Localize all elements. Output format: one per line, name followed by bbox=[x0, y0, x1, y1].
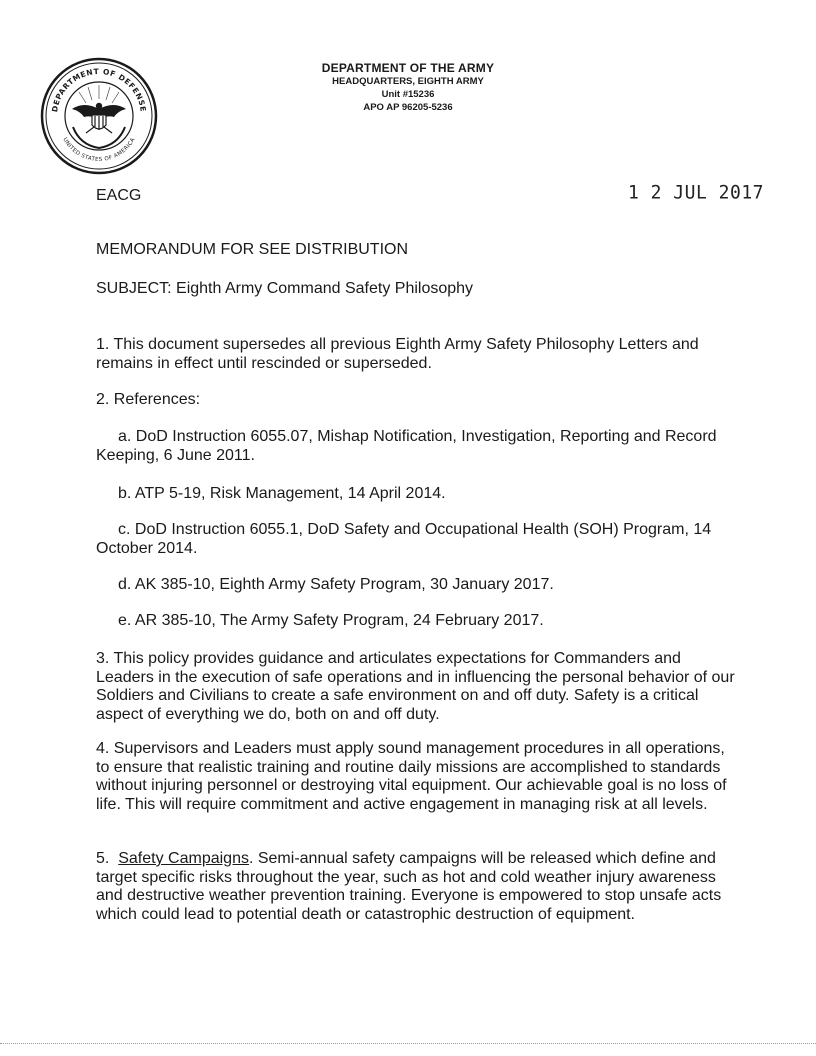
footer-divider bbox=[0, 1043, 816, 1044]
paragraph-1: 1. This document supersedes all previous Eighth Army Safety Philosophy Letters and remains in effect until rescinded or superseded. bbox=[96, 336, 699, 372]
paragraph-5-text: . Semi-annual safety campaigns will be released which define and target specific risks throughout the year, such as hot and cold weather injury awareness and destructive weather prevention training. Everyone is empowered to stop unsafe acts which could lead to potential death or catastrophic destruction of equipment. bbox=[96, 850, 722, 923]
memo-date: 1 2 JUL 2017 bbox=[627, 181, 764, 204]
letterhead bbox=[250, 62, 566, 114]
letterhead-apo: APO AP 96205-5236 bbox=[363, 102, 453, 113]
letterhead-department: DEPARTMENT OF THE ARMY bbox=[321, 61, 495, 75]
reference-d: d. AK 385-10, Eighth Army Safety Program, 30 January 2017. bbox=[118, 576, 554, 593]
reference-e: e. AR 385-10, The Army Safety Program, 24 February 2017. bbox=[118, 612, 544, 629]
office-symbol: EACG bbox=[96, 187, 142, 204]
reference-c: c. DoD Instruction 6055.1, DoD Safety and Occupational Health (SOH) Program, 14 October 2014. bbox=[96, 521, 712, 557]
dod-seal-icon bbox=[40, 57, 158, 175]
paragraph-5-heading: Safety Campaigns bbox=[118, 850, 249, 867]
svg-text:UNITED STATES OF AMERICA: UNITED STATES OF AMERICA bbox=[61, 136, 137, 164]
letterhead-headquarters: HEADQUARTERS, EIGHTH ARMY bbox=[332, 76, 484, 87]
letterhead-unit: Unit #15236 bbox=[381, 89, 435, 100]
reference-b: b. ATP 5-19, Risk Management, 14 April 2014. bbox=[118, 485, 446, 502]
memorandum-for-line: MEMORANDUM FOR SEE DISTRIBUTION bbox=[96, 241, 409, 258]
reference-a: a. DoD Instruction 6055.07, Mishap Notification, Investigation, Reporting and Record Keeping, 6 June 2011. bbox=[96, 428, 717, 464]
paragraph-3: 3. This policy provides guidance and articulates expectations for Commanders and Leaders in the execution of safe operations and in influencing the personal behavior of our Soldiers and Civilians to create a safe environment on and off duty. Safety is a critical aspect of everything we do, both on and off duty. bbox=[96, 650, 735, 723]
svg-text:DEPARTMENT OF DEFENSE: DEPARTMENT OF DEFENSE bbox=[50, 66, 148, 113]
paragraph-4: 4. Supervisors and Leaders must apply sound management procedures in all operations, to ensure that realistic training and routine daily missions are accomplished to standards without injuring personnel or destroying vital equipment. Our achievable goal is no loss of life. This will require commitment and active engagement in managing risk at all levels. bbox=[96, 740, 727, 813]
paragraph-5 bbox=[96, 850, 736, 924]
paragraph-2: 2. References: bbox=[96, 391, 201, 408]
paragraph-5-number: 5. bbox=[96, 850, 110, 867]
subject-line: SUBJECT: Eighth Army Command Safety Philosophy bbox=[96, 280, 474, 297]
